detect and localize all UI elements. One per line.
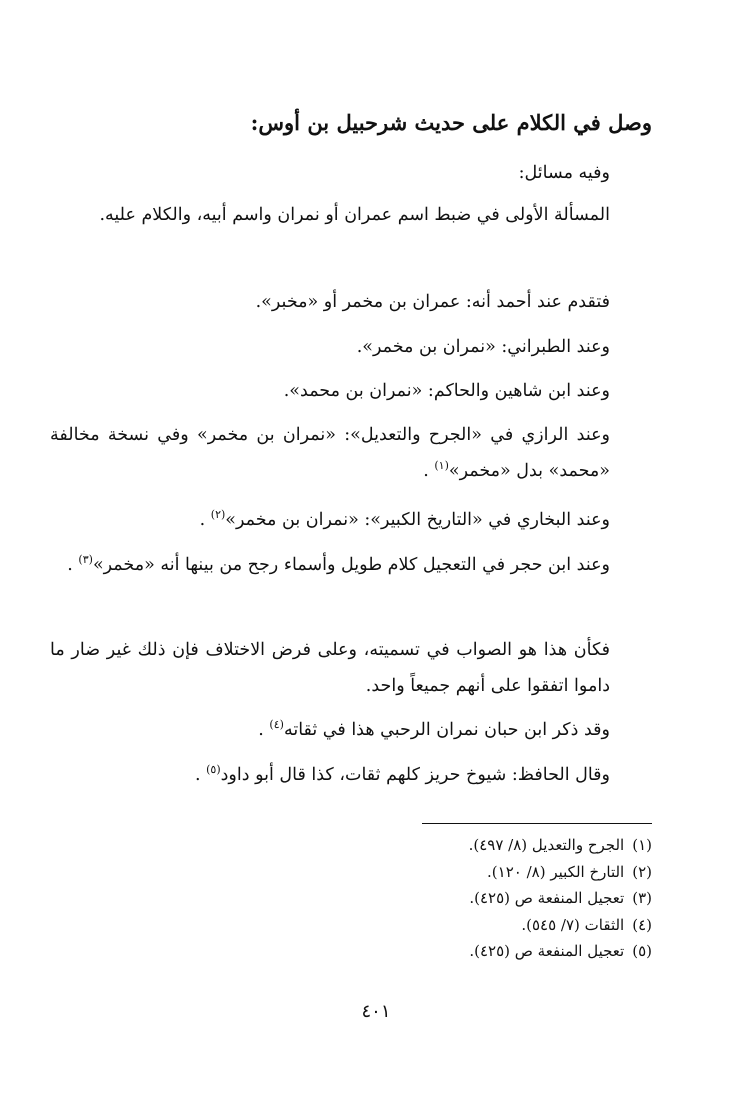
paragraph-ahmad (50, 284, 652, 320)
footnote-item (92, 912, 652, 939)
footnote-number: (٣) (632, 889, 652, 907)
footnote-ref: (٢) (210, 508, 226, 522)
paragraph-conclusion (50, 632, 652, 704)
footnotes-list (92, 832, 652, 965)
paragraph-ibn-hajar (50, 547, 652, 583)
paragraph-razi (50, 417, 652, 489)
footnote-item (92, 938, 652, 965)
full-stop: . (194, 765, 201, 785)
footnote-text: تعجيل المنفعة ص (٤٢٥). (469, 942, 625, 960)
full-stop: . (199, 510, 206, 530)
paragraph-text: وقد ذكر ابن حبان نمران الرحبي هذا في ثقاته (283, 720, 610, 740)
footnote-number: (١) (632, 836, 652, 854)
paragraph-hafiz (50, 757, 652, 793)
paragraph-ibn-shahin (50, 373, 652, 409)
full-stop: . (67, 555, 73, 575)
paragraph-text: وقال الحافظ: شيوخ حريز كلهم ثقات، كذا قال أبو داود (220, 765, 610, 785)
paragraph-ibn-hibban (50, 712, 652, 748)
footnote-ref: (٤) (269, 718, 284, 732)
footnote-ref: (١) (434, 459, 449, 473)
paragraph-text: وفيه مسائل: (518, 163, 610, 183)
paragraph-text: المسألة الأولى في ضبط اسم عمران أو نمران واسم أبيه، والكلام عليه. (99, 205, 610, 225)
footnote-text: التارخ الكبير (٨/ ١٢٠). (487, 862, 625, 881)
paragraph-intro (50, 155, 652, 191)
paragraph-text: وعند ابن حجر في التعجيل كلام طويل وأسماء رجح من بينها أنه «مخمر» (92, 555, 610, 575)
footnote-item (92, 832, 652, 859)
full-stop: . (423, 461, 429, 481)
footnote-ref: (٥) (206, 763, 221, 777)
footnote-number: (٥) (632, 942, 652, 960)
footnote-item (92, 885, 652, 912)
page-number: ٤٠١ (361, 1001, 391, 1022)
footnote-text: الجرح والتعديل (٨/ ٤٩٧). (468, 836, 625, 854)
section-heading: وصل في الكلام على حديث شرحبيل بن أوس: (250, 110, 652, 135)
footnote-number: (٤) (632, 915, 652, 934)
footnote-text: الثقات (٧/ ٥٤٥). (521, 915, 625, 934)
paragraph-text: وعند الرازي في «الجرح والتعديل»: «نمران بن مخمر» وفي نسخة مخالفة «محمد» بدل «مخمر» (50, 425, 610, 481)
footnote-item (92, 859, 652, 886)
paragraph-text: فتقدم عند أحمد أنه: عمران بن مخمر أو «مخبر». (255, 292, 610, 312)
footnote-ref: (٣) (78, 553, 93, 567)
paragraph-text: وعند البخاري في «التاريخ الكبير»: «نمران بن مخمر» (225, 510, 610, 530)
footnote-number: (٢) (632, 862, 652, 881)
full-stop: . (258, 720, 264, 740)
paragraph-text: فكأن هذا هو الصواب في تسميته، وعلى فرض الاختلاف فإن ذلك غير ضار ما داموا اتفقوا على أنهم جميعاً واحد. (50, 640, 610, 696)
paragraph-text: وعند ابن شاهين والحاكم: «نمران بن محمد». (283, 381, 610, 401)
paragraph-tabarani (50, 329, 652, 365)
paragraph-text: وعند الطبراني: «نمران بن مخمر». (356, 337, 610, 357)
paragraph-first-issue (50, 197, 652, 233)
footnote-divider (422, 823, 652, 824)
paragraph-bukhari (50, 502, 652, 538)
footnote-text: تعجيل المنفعة ص (٤٢٥). (469, 889, 625, 907)
